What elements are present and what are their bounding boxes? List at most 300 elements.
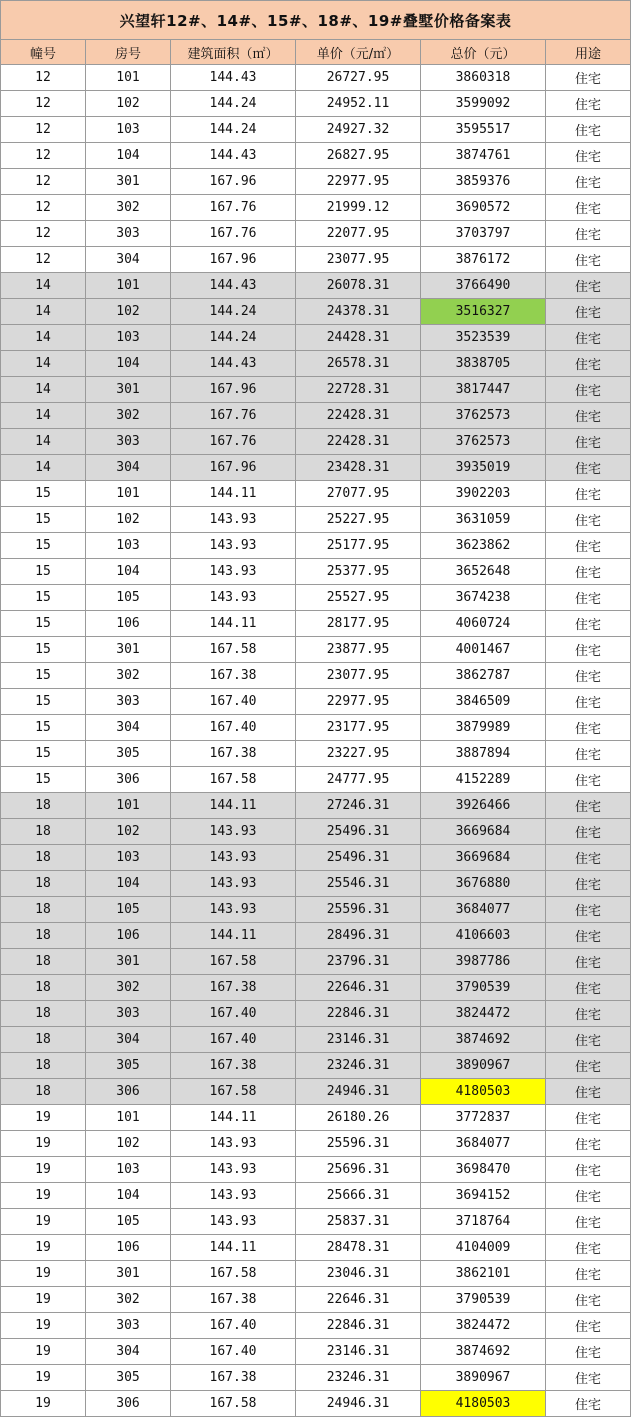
cell-total-price: 4060724	[421, 611, 546, 637]
cell-usage: 住宅	[546, 637, 631, 663]
table-row	[1, 871, 631, 897]
cell-room: 106	[86, 923, 171, 949]
sheet-title: 兴望轩12#、14#、15#、18#、19#叠墅价格备案表	[1, 1, 631, 40]
cell-room: 101	[86, 1105, 171, 1131]
cell-unit-price: 24946.31	[296, 1079, 421, 1105]
cell-building: 12	[1, 221, 86, 247]
cell-room: 301	[86, 1261, 171, 1287]
cell-usage: 住宅	[546, 403, 631, 429]
cell-area: 144.43	[171, 143, 296, 169]
cell-building: 15	[1, 637, 86, 663]
cell-usage: 住宅	[546, 871, 631, 897]
table-row	[1, 975, 631, 1001]
cell-building: 19	[1, 1209, 86, 1235]
cell-room: 301	[86, 377, 171, 403]
cell-building: 12	[1, 195, 86, 221]
table-row	[1, 455, 631, 481]
table-row	[1, 663, 631, 689]
cell-unit-price: 23146.31	[296, 1339, 421, 1365]
cell-building: 19	[1, 1261, 86, 1287]
cell-building: 15	[1, 715, 86, 741]
header-unit-price: 单价（元/㎡）	[296, 40, 421, 65]
cell-usage: 住宅	[546, 533, 631, 559]
table-row	[1, 1313, 631, 1339]
table-row	[1, 429, 631, 455]
cell-room: 104	[86, 351, 171, 377]
cell-building: 14	[1, 325, 86, 351]
table-row	[1, 1391, 631, 1417]
cell-area: 167.76	[171, 403, 296, 429]
cell-area: 144.24	[171, 91, 296, 117]
cell-building: 18	[1, 1053, 86, 1079]
cell-room: 304	[86, 455, 171, 481]
cell-unit-price: 22428.31	[296, 403, 421, 429]
cell-building: 19	[1, 1105, 86, 1131]
cell-usage: 住宅	[546, 1209, 631, 1235]
cell-building: 14	[1, 429, 86, 455]
cell-area: 167.96	[171, 377, 296, 403]
table-row	[1, 1339, 631, 1365]
cell-building: 15	[1, 481, 86, 507]
cell-total-price: 3595517	[421, 117, 546, 143]
cell-unit-price: 26827.95	[296, 143, 421, 169]
table-row	[1, 1365, 631, 1391]
cell-unit-price: 23246.31	[296, 1053, 421, 1079]
cell-building: 15	[1, 507, 86, 533]
cell-room: 302	[86, 195, 171, 221]
cell-unit-price: 25596.31	[296, 1131, 421, 1157]
cell-total-price: 3874692	[421, 1339, 546, 1365]
cell-total-price: 3674238	[421, 585, 546, 611]
cell-area: 143.93	[171, 1131, 296, 1157]
cell-area: 167.58	[171, 949, 296, 975]
cell-unit-price: 23077.95	[296, 247, 421, 273]
cell-total-price: 3824472	[421, 1001, 546, 1027]
cell-room: 106	[86, 611, 171, 637]
cell-usage: 住宅	[546, 741, 631, 767]
cell-unit-price: 23177.95	[296, 715, 421, 741]
cell-unit-price: 22977.95	[296, 689, 421, 715]
cell-room: 305	[86, 741, 171, 767]
cell-total-price: 3762573	[421, 429, 546, 455]
table-row	[1, 299, 631, 325]
cell-building: 18	[1, 897, 86, 923]
cell-usage: 住宅	[546, 1235, 631, 1261]
cell-usage: 住宅	[546, 455, 631, 481]
cell-usage: 住宅	[546, 1027, 631, 1053]
cell-area: 167.38	[171, 1365, 296, 1391]
cell-total-price: 3817447	[421, 377, 546, 403]
cell-building: 12	[1, 91, 86, 117]
cell-total-price: 3772837	[421, 1105, 546, 1131]
cell-room: 103	[86, 1157, 171, 1183]
cell-usage: 住宅	[546, 611, 631, 637]
cell-building: 18	[1, 793, 86, 819]
cell-room: 302	[86, 1287, 171, 1313]
cell-area: 143.93	[171, 1209, 296, 1235]
cell-usage: 住宅	[546, 299, 631, 325]
table-row	[1, 377, 631, 403]
table-row	[1, 1157, 631, 1183]
cell-usage: 住宅	[546, 429, 631, 455]
cell-area: 167.40	[171, 715, 296, 741]
cell-area: 143.93	[171, 585, 296, 611]
cell-total-price: 4180503	[421, 1391, 546, 1417]
cell-area: 167.38	[171, 741, 296, 767]
cell-area: 144.43	[171, 351, 296, 377]
cell-area: 144.11	[171, 611, 296, 637]
cell-area: 143.93	[171, 1157, 296, 1183]
cell-area: 167.58	[171, 1261, 296, 1287]
table-row	[1, 1001, 631, 1027]
cell-area: 144.24	[171, 299, 296, 325]
cell-unit-price: 23428.31	[296, 455, 421, 481]
cell-unit-price: 25596.31	[296, 897, 421, 923]
cell-total-price: 3862787	[421, 663, 546, 689]
header-building: 幢号	[1, 40, 86, 65]
cell-building: 18	[1, 1001, 86, 1027]
cell-unit-price: 25696.31	[296, 1157, 421, 1183]
cell-usage: 住宅	[546, 1339, 631, 1365]
table-row	[1, 195, 631, 221]
table-row	[1, 65, 631, 91]
cell-total-price: 3631059	[421, 507, 546, 533]
cell-room: 304	[86, 1339, 171, 1365]
cell-room: 303	[86, 429, 171, 455]
cell-room: 302	[86, 403, 171, 429]
cell-room: 306	[86, 1079, 171, 1105]
table-row	[1, 1261, 631, 1287]
cell-room: 102	[86, 507, 171, 533]
cell-room: 305	[86, 1365, 171, 1391]
cell-area: 144.11	[171, 1235, 296, 1261]
cell-usage: 住宅	[546, 767, 631, 793]
cell-room: 304	[86, 715, 171, 741]
cell-building: 14	[1, 351, 86, 377]
cell-building: 15	[1, 533, 86, 559]
cell-total-price: 3862101	[421, 1261, 546, 1287]
cell-unit-price: 22728.31	[296, 377, 421, 403]
cell-building: 15	[1, 663, 86, 689]
table-row	[1, 1079, 631, 1105]
cell-total-price: 3926466	[421, 793, 546, 819]
cell-room: 103	[86, 533, 171, 559]
cell-usage: 住宅	[546, 819, 631, 845]
cell-building: 19	[1, 1391, 86, 1417]
cell-unit-price: 25527.95	[296, 585, 421, 611]
cell-usage: 住宅	[546, 793, 631, 819]
cell-area: 144.11	[171, 481, 296, 507]
cell-room: 301	[86, 637, 171, 663]
cell-total-price: 4152289	[421, 767, 546, 793]
cell-room: 303	[86, 689, 171, 715]
cell-area: 167.38	[171, 1287, 296, 1313]
cell-usage: 住宅	[546, 1001, 631, 1027]
cell-room: 101	[86, 65, 171, 91]
cell-total-price: 3987786	[421, 949, 546, 975]
table-row	[1, 351, 631, 377]
cell-total-price: 3790539	[421, 1287, 546, 1313]
cell-unit-price: 24946.31	[296, 1391, 421, 1417]
cell-unit-price: 25177.95	[296, 533, 421, 559]
table-row	[1, 143, 631, 169]
cell-total-price: 4001467	[421, 637, 546, 663]
cell-room: 101	[86, 273, 171, 299]
cell-room: 105	[86, 897, 171, 923]
table-row	[1, 923, 631, 949]
table-row	[1, 689, 631, 715]
cell-building: 18	[1, 975, 86, 1001]
cell-building: 19	[1, 1183, 86, 1209]
cell-usage: 住宅	[546, 247, 631, 273]
cell-usage: 住宅	[546, 1079, 631, 1105]
cell-room: 102	[86, 1131, 171, 1157]
cell-unit-price: 25666.31	[296, 1183, 421, 1209]
cell-building: 19	[1, 1365, 86, 1391]
header-usage: 用途	[546, 40, 631, 65]
table-row	[1, 507, 631, 533]
cell-area: 144.11	[171, 1105, 296, 1131]
cell-room: 104	[86, 143, 171, 169]
table-row	[1, 221, 631, 247]
cell-area: 143.93	[171, 819, 296, 845]
cell-room: 302	[86, 663, 171, 689]
cell-building: 18	[1, 923, 86, 949]
cell-usage: 住宅	[546, 897, 631, 923]
cell-total-price: 3690572	[421, 195, 546, 221]
cell-total-price: 3876172	[421, 247, 546, 273]
cell-area: 144.11	[171, 923, 296, 949]
cell-area: 143.93	[171, 897, 296, 923]
cell-total-price: 3838705	[421, 351, 546, 377]
cell-building: 19	[1, 1235, 86, 1261]
cell-usage: 住宅	[546, 949, 631, 975]
cell-usage: 住宅	[546, 845, 631, 871]
cell-area: 167.76	[171, 429, 296, 455]
cell-total-price: 3860318	[421, 65, 546, 91]
table-row	[1, 897, 631, 923]
cell-room: 103	[86, 117, 171, 143]
cell-building: 18	[1, 1079, 86, 1105]
title-row	[1, 1, 631, 40]
header-row	[1, 40, 631, 65]
cell-total-price: 3718764	[421, 1209, 546, 1235]
cell-usage: 住宅	[546, 377, 631, 403]
cell-total-price: 3652648	[421, 559, 546, 585]
cell-area: 167.58	[171, 1391, 296, 1417]
cell-unit-price: 23246.31	[296, 1365, 421, 1391]
cell-total-price: 4180503	[421, 1079, 546, 1105]
cell-area: 167.76	[171, 195, 296, 221]
cell-total-price: 3890967	[421, 1365, 546, 1391]
cell-usage: 住宅	[546, 221, 631, 247]
cell-area: 167.38	[171, 975, 296, 1001]
cell-building: 14	[1, 273, 86, 299]
cell-total-price: 4106603	[421, 923, 546, 949]
cell-unit-price: 26078.31	[296, 273, 421, 299]
cell-unit-price: 24428.31	[296, 325, 421, 351]
table-row	[1, 793, 631, 819]
cell-room: 102	[86, 819, 171, 845]
table-row	[1, 91, 631, 117]
cell-total-price: 3879989	[421, 715, 546, 741]
cell-unit-price: 25546.31	[296, 871, 421, 897]
cell-total-price: 3623862	[421, 533, 546, 559]
cell-usage: 住宅	[546, 1365, 631, 1391]
cell-unit-price: 25377.95	[296, 559, 421, 585]
cell-building: 18	[1, 845, 86, 871]
cell-unit-price: 22977.95	[296, 169, 421, 195]
cell-building: 18	[1, 1027, 86, 1053]
cell-usage: 住宅	[546, 715, 631, 741]
cell-usage: 住宅	[546, 1105, 631, 1131]
cell-usage: 住宅	[546, 351, 631, 377]
cell-room: 103	[86, 845, 171, 871]
table-row	[1, 637, 631, 663]
cell-usage: 住宅	[546, 1053, 631, 1079]
cell-area: 143.93	[171, 507, 296, 533]
cell-area: 167.76	[171, 221, 296, 247]
table-row	[1, 273, 631, 299]
table-row	[1, 247, 631, 273]
cell-usage: 住宅	[546, 923, 631, 949]
cell-unit-price: 22846.31	[296, 1001, 421, 1027]
table-row	[1, 1287, 631, 1313]
cell-unit-price: 26180.26	[296, 1105, 421, 1131]
cell-total-price: 3762573	[421, 403, 546, 429]
cell-unit-price: 23077.95	[296, 663, 421, 689]
cell-total-price: 3874761	[421, 143, 546, 169]
cell-total-price: 3676880	[421, 871, 546, 897]
header-total-price: 总价（元）	[421, 40, 546, 65]
cell-building: 15	[1, 767, 86, 793]
cell-usage: 住宅	[546, 117, 631, 143]
table-row	[1, 325, 631, 351]
cell-usage: 住宅	[546, 1183, 631, 1209]
cell-unit-price: 23796.31	[296, 949, 421, 975]
cell-unit-price: 25496.31	[296, 845, 421, 871]
table-row	[1, 403, 631, 429]
cell-building: 12	[1, 65, 86, 91]
cell-building: 12	[1, 247, 86, 273]
table-row	[1, 1235, 631, 1261]
cell-unit-price: 23227.95	[296, 741, 421, 767]
header-area: 建筑面积（㎡）	[171, 40, 296, 65]
table-row	[1, 1209, 631, 1235]
table-row	[1, 767, 631, 793]
cell-area: 143.93	[171, 871, 296, 897]
cell-total-price: 3887894	[421, 741, 546, 767]
cell-area: 143.93	[171, 559, 296, 585]
cell-building: 19	[1, 1339, 86, 1365]
cell-usage: 住宅	[546, 1131, 631, 1157]
table-row	[1, 715, 631, 741]
cell-building: 14	[1, 299, 86, 325]
cell-room: 102	[86, 91, 171, 117]
cell-total-price: 3935019	[421, 455, 546, 481]
cell-total-price: 3698470	[421, 1157, 546, 1183]
cell-room: 103	[86, 325, 171, 351]
cell-unit-price: 28177.95	[296, 611, 421, 637]
cell-area: 144.43	[171, 273, 296, 299]
cell-room: 106	[86, 1235, 171, 1261]
table-row	[1, 949, 631, 975]
cell-usage: 住宅	[546, 169, 631, 195]
cell-building: 15	[1, 559, 86, 585]
table-body	[1, 65, 631, 1417]
cell-building: 19	[1, 1157, 86, 1183]
cell-usage: 住宅	[546, 91, 631, 117]
cell-room: 306	[86, 767, 171, 793]
cell-unit-price: 22846.31	[296, 1313, 421, 1339]
cell-area: 167.40	[171, 1339, 296, 1365]
cell-unit-price: 24927.32	[296, 117, 421, 143]
cell-usage: 住宅	[546, 1313, 631, 1339]
cell-unit-price: 25496.31	[296, 819, 421, 845]
cell-room: 301	[86, 949, 171, 975]
cell-total-price: 3703797	[421, 221, 546, 247]
cell-building: 19	[1, 1287, 86, 1313]
header-room: 房号	[86, 40, 171, 65]
cell-area: 167.58	[171, 637, 296, 663]
cell-total-price: 3824472	[421, 1313, 546, 1339]
cell-unit-price: 21999.12	[296, 195, 421, 221]
cell-total-price: 3790539	[421, 975, 546, 1001]
cell-area: 143.93	[171, 845, 296, 871]
table-row	[1, 1105, 631, 1131]
cell-area: 167.96	[171, 169, 296, 195]
cell-room: 303	[86, 1313, 171, 1339]
cell-total-price: 3669684	[421, 819, 546, 845]
cell-building: 14	[1, 377, 86, 403]
cell-room: 102	[86, 299, 171, 325]
cell-total-price: 3890967	[421, 1053, 546, 1079]
cell-area: 167.40	[171, 1027, 296, 1053]
cell-room: 105	[86, 1209, 171, 1235]
cell-building: 15	[1, 611, 86, 637]
table-row	[1, 1183, 631, 1209]
cell-unit-price: 22646.31	[296, 1287, 421, 1313]
cell-room: 104	[86, 1183, 171, 1209]
cell-area: 143.93	[171, 1183, 296, 1209]
cell-area: 167.38	[171, 663, 296, 689]
cell-building: 14	[1, 455, 86, 481]
cell-area: 167.40	[171, 1001, 296, 1027]
table-row	[1, 1027, 631, 1053]
cell-building: 18	[1, 949, 86, 975]
cell-unit-price: 23046.31	[296, 1261, 421, 1287]
cell-building: 12	[1, 169, 86, 195]
cell-unit-price: 23146.31	[296, 1027, 421, 1053]
cell-building: 12	[1, 143, 86, 169]
cell-area: 167.38	[171, 1053, 296, 1079]
cell-usage: 住宅	[546, 1287, 631, 1313]
cell-unit-price: 25837.31	[296, 1209, 421, 1235]
cell-room: 101	[86, 793, 171, 819]
cell-area: 167.58	[171, 767, 296, 793]
table-row	[1, 533, 631, 559]
cell-usage: 住宅	[546, 975, 631, 1001]
cell-room: 303	[86, 1001, 171, 1027]
cell-unit-price: 22077.95	[296, 221, 421, 247]
cell-area: 144.11	[171, 793, 296, 819]
cell-unit-price: 28496.31	[296, 923, 421, 949]
cell-building: 14	[1, 403, 86, 429]
cell-room: 104	[86, 871, 171, 897]
cell-area: 144.24	[171, 117, 296, 143]
cell-usage: 住宅	[546, 1391, 631, 1417]
table-row	[1, 845, 631, 871]
